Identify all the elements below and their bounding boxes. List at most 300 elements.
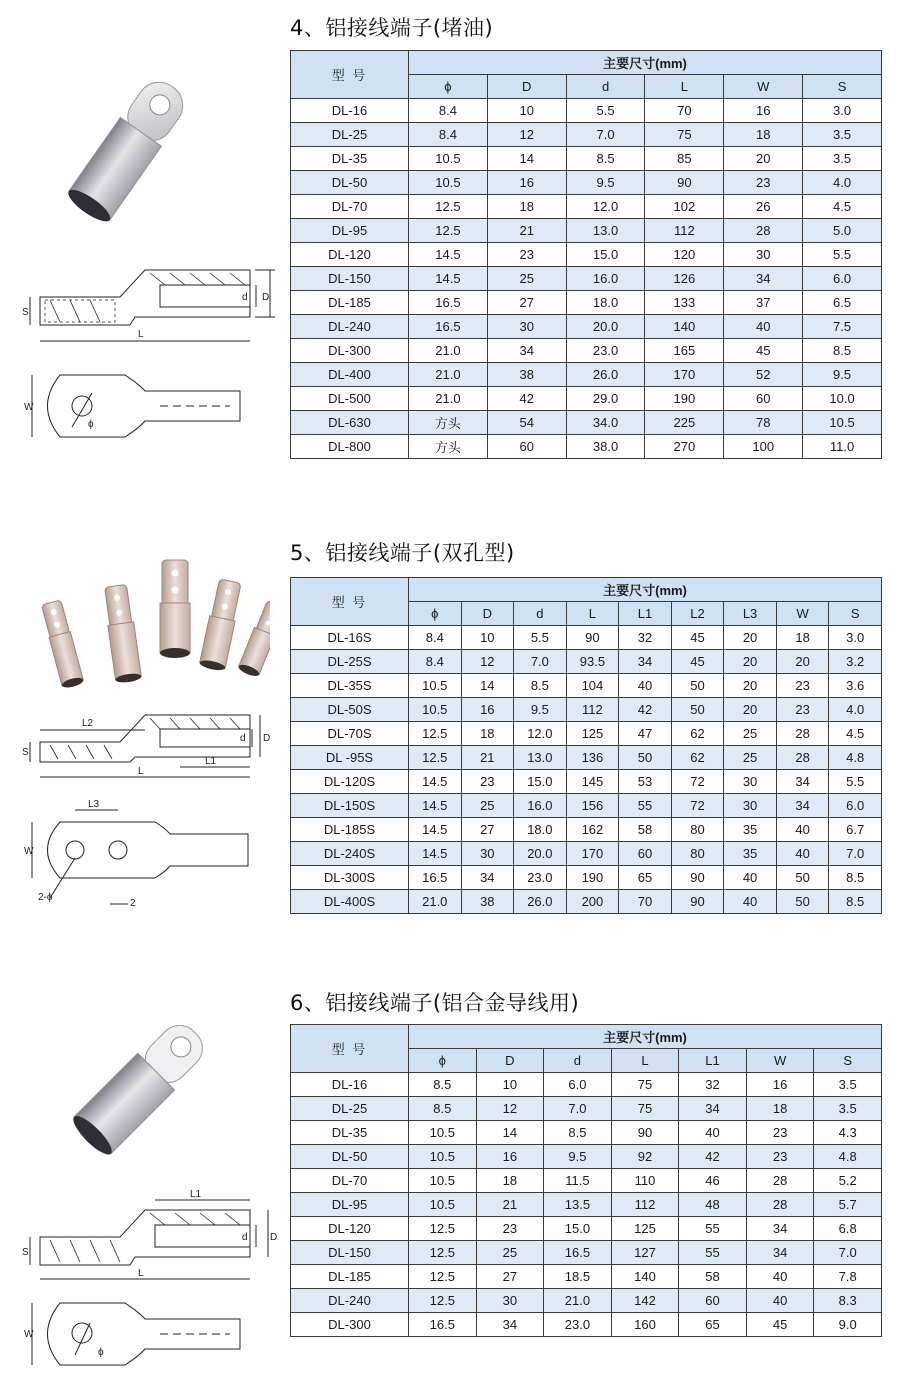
value-cell: 34 [776,770,829,794]
value-cell: 32 [679,1073,747,1097]
value-cell: 23.0 [544,1313,612,1337]
table-row [291,243,882,267]
value-cell: 12.5 [409,1289,477,1313]
label-2-phi: 2-ϕ [38,892,53,903]
label-2: 2 [130,898,136,909]
value-cell: 160 [611,1313,679,1337]
value-cell: 45 [724,339,803,363]
value-cell: 16.5 [409,1313,477,1337]
value-cell: 38.0 [566,435,645,459]
table-row [291,267,882,291]
value-cell: 40 [746,1265,814,1289]
value-cell: 75 [611,1097,679,1121]
table-row [291,626,882,650]
value-cell: 20 [724,650,777,674]
table-row [291,1121,882,1145]
value-cell: 170 [645,363,724,387]
value-cell: 142 [611,1289,679,1313]
value-cell: 16 [746,1073,814,1097]
value-cell: 10.5 [409,171,488,195]
value-cell: 18.5 [544,1265,612,1289]
value-cell: 8.5 [544,1121,612,1145]
value-cell: 8.3 [814,1289,882,1313]
model-header: 型 号 [291,1025,409,1073]
model-cell: DL-70 [291,1169,409,1193]
value-cell: 35 [724,842,777,866]
value-cell: 10.5 [409,1121,477,1145]
value-cell: 8.5 [829,866,882,890]
value-cell: 23 [487,243,566,267]
value-cell: 12.5 [409,746,462,770]
value-cell: 8.5 [803,339,882,363]
value-cell: 72 [671,770,724,794]
table-row [291,123,882,147]
value-cell: 16 [461,698,514,722]
value-cell: 52 [724,363,803,387]
value-cell: 60 [487,435,566,459]
dimensions-header: 主要尺寸(mm) [409,1025,882,1049]
table-row [291,171,882,195]
label-w: W [24,846,34,857]
table-row [291,698,882,722]
value-cell: 125 [566,722,619,746]
value-cell: 29.0 [566,387,645,411]
value-cell: 40 [746,1289,814,1313]
value-cell: 14.5 [409,794,462,818]
value-cell: 26.0 [514,890,567,914]
value-cell: 93.5 [566,650,619,674]
value-cell: 200 [566,890,619,914]
value-cell: 18 [776,626,829,650]
model-cell: DL -95S [291,746,409,770]
value-cell: 20 [724,674,777,698]
value-cell: 90 [566,626,619,650]
column-header: S [803,75,882,99]
model-header: 型 号 [291,578,409,626]
column-header: D [461,602,514,626]
column-header: d [544,1049,612,1073]
value-cell: 75 [645,123,724,147]
value-cell: 16.0 [514,794,567,818]
model-cell: DL-120 [291,1217,409,1241]
section-6-title: 6、铝接线端子(铝合金导线用) [290,991,580,1015]
column-header: S [829,602,882,626]
value-cell: 25 [476,1241,544,1265]
lug-photo-double-hole [20,555,270,699]
value-cell: 80 [671,842,724,866]
value-cell: 18 [461,722,514,746]
value-cell: 78 [724,411,803,435]
column-header: d [566,75,645,99]
value-cell: 10.5 [409,1145,477,1169]
value-cell: 30 [487,315,566,339]
label-l1: L1 [205,756,217,767]
value-cell: 34 [746,1241,814,1265]
value-cell: 21.0 [409,339,488,363]
value-cell: 16.5 [544,1241,612,1265]
value-cell: 8.4 [409,626,462,650]
value-cell: 70 [645,99,724,123]
value-cell: 20.0 [514,842,567,866]
value-cell: 25 [487,267,566,291]
value-cell: 58 [679,1265,747,1289]
table-row [291,99,882,123]
section-5-top-diagram [20,800,280,914]
value-cell: 23 [746,1121,814,1145]
value-cell: 8.5 [566,147,645,171]
table-row [291,339,882,363]
value-cell: 23.0 [566,339,645,363]
value-cell: 15.0 [544,1217,612,1241]
value-cell: 16.0 [566,267,645,291]
value-cell: 54 [487,411,566,435]
model-cell: DL-240S [291,842,409,866]
value-cell: 190 [566,866,619,890]
section-5-side-diagram [20,705,280,789]
value-cell: 25 [724,722,777,746]
value-cell: 90 [645,171,724,195]
value-cell: 7.8 [814,1265,882,1289]
column-header: L1 [619,602,672,626]
value-cell: 10 [487,99,566,123]
value-cell: 47 [619,722,672,746]
value-cell: 40 [776,842,829,866]
value-cell: 16 [724,99,803,123]
value-cell: 4.0 [829,698,882,722]
value-cell: 8.5 [829,890,882,914]
value-cell: 127 [611,1241,679,1265]
model-cell: DL-185 [291,1265,409,1289]
column-header: L [645,75,724,99]
value-cell: 90 [611,1121,679,1145]
label-d-small: d [242,292,248,303]
value-cell: 58 [619,818,672,842]
value-cell: 14.5 [409,842,462,866]
lug-photo-alloy [20,1020,220,1174]
label-l1: L1 [190,1189,202,1200]
value-cell: 30 [724,243,803,267]
value-cell: 5.5 [514,626,567,650]
value-cell: 8.4 [409,650,462,674]
label-phi: ϕ [98,1347,104,1358]
value-cell: 3.5 [803,123,882,147]
model-cell: DL-70S [291,722,409,746]
value-cell: 13.5 [544,1193,612,1217]
label-d-big: D [270,1232,278,1243]
value-cell: 165 [645,339,724,363]
label-w: W [24,402,34,413]
value-cell: 12.5 [409,1241,477,1265]
value-cell: 4.8 [814,1145,882,1169]
value-cell: 3.0 [829,626,882,650]
table-row [291,866,882,890]
value-cell: 27 [461,818,514,842]
value-cell: 12.5 [409,722,462,746]
label-s: S [22,1247,29,1258]
label-d-small: d [242,1232,248,1243]
value-cell: 3.0 [803,99,882,123]
label-l: L [138,1268,144,1279]
value-cell: 16 [476,1145,544,1169]
label-d-big: D [262,292,270,303]
value-cell: 72 [671,794,724,818]
value-cell: 80 [671,818,724,842]
model-cell: DL-240 [291,315,409,339]
section-5-spec-table [290,577,882,914]
value-cell: 120 [645,243,724,267]
value-cell: 10.5 [409,147,488,171]
value-cell: 7.0 [829,842,882,866]
value-cell: 50 [671,698,724,722]
dimensions-header: 主要尺寸(mm) [409,51,882,75]
value-cell: 90 [671,866,724,890]
value-cell: 62 [671,722,724,746]
value-cell: 12.0 [514,722,567,746]
value-cell: 42 [487,387,566,411]
value-cell: 16.5 [409,866,462,890]
value-cell: 18.0 [514,818,567,842]
value-cell: 5.5 [566,99,645,123]
value-cell: 18 [724,123,803,147]
value-cell: 9.5 [803,363,882,387]
value-cell: 4.3 [814,1121,882,1145]
column-header: L [611,1049,679,1073]
table-row [291,1097,882,1121]
column-header: L1 [679,1049,747,1073]
label-l2: L2 [82,718,94,729]
table-row [291,315,882,339]
value-cell: 126 [645,267,724,291]
value-cell: 112 [566,698,619,722]
value-cell: 9.5 [514,698,567,722]
value-cell: 38 [487,363,566,387]
column-header: d [514,602,567,626]
value-cell: 136 [566,746,619,770]
value-cell: 12 [487,123,566,147]
model-cell: DL-150S [291,794,409,818]
value-cell: 23 [476,1217,544,1241]
value-cell: 10.5 [409,1193,477,1217]
value-cell: 34 [476,1313,544,1337]
table-row [291,219,882,243]
value-cell: 26 [724,195,803,219]
value-cell: 14 [461,674,514,698]
value-cell: 18.0 [566,291,645,315]
value-cell: 10 [461,626,514,650]
value-cell: 6.0 [544,1073,612,1097]
value-cell: 4.0 [803,171,882,195]
table-row [291,1073,882,1097]
value-cell: 34 [679,1097,747,1121]
value-cell: 11.0 [803,435,882,459]
label-phi: ϕ [88,419,94,430]
value-cell: 21 [487,219,566,243]
label-l: L [138,766,144,777]
value-cell: 30 [476,1289,544,1313]
model-cell: DL-500 [291,387,409,411]
value-cell: 13.0 [514,746,567,770]
column-header: W [776,602,829,626]
column-header: L2 [671,602,724,626]
table-row [291,1241,882,1265]
value-cell: 46 [679,1169,747,1193]
value-cell: 34 [461,866,514,890]
model-cell: DL-25 [291,123,409,147]
value-cell: 23 [746,1145,814,1169]
value-cell: 21 [476,1193,544,1217]
value-cell: 156 [566,794,619,818]
value-cell: 28 [724,219,803,243]
value-cell: 30 [461,842,514,866]
value-cell: 28 [776,746,829,770]
value-cell: 10.0 [803,387,882,411]
value-cell: 12.0 [566,195,645,219]
value-cell: 28 [746,1169,814,1193]
value-cell: 100 [724,435,803,459]
table-row [291,1145,882,1169]
value-cell: 28 [746,1193,814,1217]
value-cell: 7.0 [566,123,645,147]
value-cell: 21.0 [409,890,462,914]
value-cell: 5.0 [803,219,882,243]
section-4-spec-table [290,50,882,459]
model-cell: DL-185 [291,291,409,315]
value-cell: 20 [724,698,777,722]
lug-photo-single-hole [20,80,220,244]
value-cell: 34.0 [566,411,645,435]
value-cell: 34 [776,794,829,818]
model-cell: DL-300 [291,1313,409,1337]
label-s: S [22,307,29,318]
model-cell: DL-25 [291,1097,409,1121]
column-header: L [566,602,619,626]
value-cell: 102 [645,195,724,219]
model-cell: DL-95 [291,1193,409,1217]
value-cell: 104 [566,674,619,698]
value-cell: 110 [611,1169,679,1193]
value-cell: 125 [611,1217,679,1241]
value-cell: 34 [619,650,672,674]
value-cell: 40 [724,315,803,339]
value-cell: 5.7 [814,1193,882,1217]
column-header: ϕ [409,75,488,99]
value-cell: 34 [487,339,566,363]
value-cell: 7.0 [814,1241,882,1265]
section-4-title: 4、铝接线端子(堵油) [290,16,494,40]
value-cell: 6.0 [803,267,882,291]
value-cell: 18 [476,1169,544,1193]
table-row [291,674,882,698]
table-row [291,195,882,219]
value-cell: 18 [746,1097,814,1121]
model-cell: DL-35 [291,147,409,171]
value-cell: 50 [619,746,672,770]
value-cell: 3.2 [829,650,882,674]
value-cell: 方头 [409,435,488,459]
section-6-spec-table [290,1024,882,1337]
value-cell: 40 [679,1121,747,1145]
label-d-big: D [263,733,271,744]
value-cell: 92 [611,1145,679,1169]
value-cell: 42 [679,1145,747,1169]
label-d-small: d [240,733,246,744]
value-cell: 14.5 [409,818,462,842]
value-cell: 7.0 [544,1097,612,1121]
value-cell: 6.5 [803,291,882,315]
value-cell: 40 [776,818,829,842]
value-cell: 16.5 [409,291,488,315]
label-l3: L3 [88,800,100,810]
value-cell: 140 [611,1265,679,1289]
value-cell: 15.0 [514,770,567,794]
value-cell: 20.0 [566,315,645,339]
model-cell: DL-300 [291,339,409,363]
column-header: D [487,75,566,99]
table-row [291,746,882,770]
model-cell: DL-35S [291,674,409,698]
value-cell: 3.6 [829,674,882,698]
value-cell: 270 [645,435,724,459]
value-cell: 方头 [409,411,488,435]
model-cell: DL-185S [291,818,409,842]
value-cell: 13.0 [566,219,645,243]
model-cell: DL-50 [291,171,409,195]
value-cell: 34 [746,1217,814,1241]
value-cell: 27 [487,291,566,315]
value-cell: 225 [645,411,724,435]
value-cell: 26.0 [566,363,645,387]
table-row [291,411,882,435]
model-cell: DL-70 [291,195,409,219]
value-cell: 4.5 [829,722,882,746]
value-cell: 3.5 [803,147,882,171]
model-cell: DL-16 [291,99,409,123]
value-cell: 60 [619,842,672,866]
value-cell: 16 [487,171,566,195]
value-cell: 12 [476,1097,544,1121]
table-row [291,890,882,914]
table-row [291,818,882,842]
value-cell: 112 [645,219,724,243]
value-cell: 145 [566,770,619,794]
value-cell: 14.5 [409,267,488,291]
value-cell: 53 [619,770,672,794]
table-row [291,291,882,315]
value-cell: 55 [619,794,672,818]
model-cell: DL-120S [291,770,409,794]
value-cell: 12.5 [409,195,488,219]
value-cell: 4.8 [829,746,882,770]
value-cell: 10.5 [409,698,462,722]
label-l: L [138,329,144,340]
table-row [291,1169,882,1193]
value-cell: 10 [476,1073,544,1097]
value-cell: 12.5 [409,1265,477,1289]
section-6-top-diagram [20,1295,280,1379]
value-cell: 7.0 [514,650,567,674]
value-cell: 23 [724,171,803,195]
column-header: S [814,1049,882,1073]
value-cell: 21.0 [544,1289,612,1313]
value-cell: 25 [461,794,514,818]
model-cell: DL-50S [291,698,409,722]
value-cell: 10.5 [409,674,462,698]
value-cell: 5.5 [803,243,882,267]
table-row [291,1265,882,1289]
dimensions-header: 主要尺寸(mm) [409,578,882,602]
value-cell: 42 [619,698,672,722]
value-cell: 5.5 [829,770,882,794]
